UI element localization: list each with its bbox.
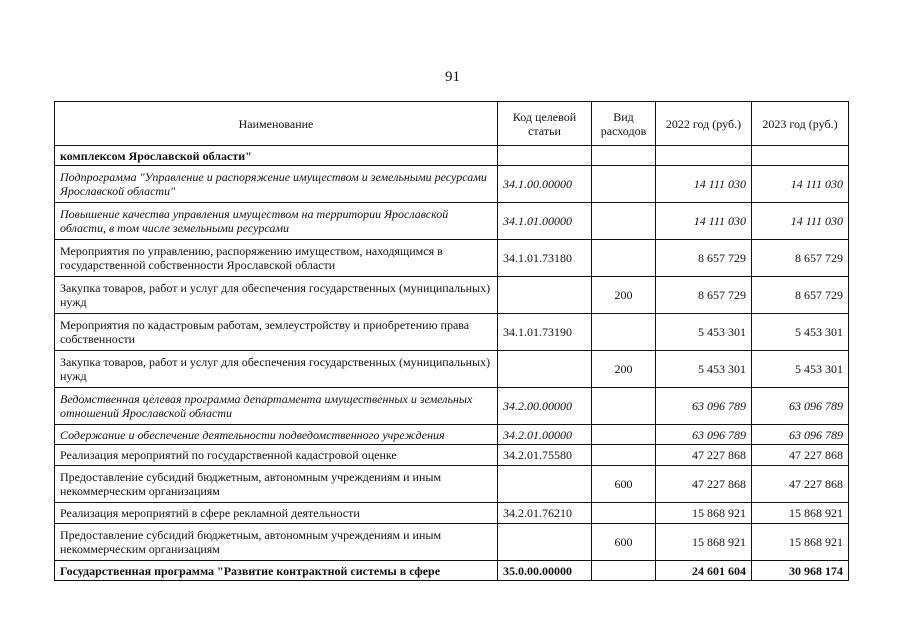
row-name: Мероприятия по управлению, распоряжению имуществом, находящимся в государственной собственности Ярославской области xyxy=(55,240,498,277)
row-name: Государственная программа "Развитие контрактной системы в сфере xyxy=(55,561,498,581)
table-row xyxy=(55,388,849,425)
row-type: 600 xyxy=(592,524,656,561)
row-name: Мероприятия по кадастровым работам, землеустройству и приобретению права собственности xyxy=(55,314,498,351)
row-code: 34.2.01.75580 xyxy=(498,445,592,466)
table-header-row xyxy=(55,102,849,146)
table-row xyxy=(55,503,849,524)
table-row xyxy=(55,466,849,503)
table-row xyxy=(55,314,849,351)
row-code xyxy=(498,351,592,388)
header-code: Код целевой статьи xyxy=(498,102,592,146)
header-2023: 2023 год (руб.) xyxy=(752,102,849,146)
row-2022: 47 227 868 xyxy=(656,445,752,466)
row-name: Закупка товаров, работ и услуг для обеспечения государственных (муниципальных) нужд xyxy=(55,351,498,388)
row-type xyxy=(592,388,656,425)
row-2023: 8 657 729 xyxy=(752,240,849,277)
row-2023: 5 453 301 xyxy=(752,351,849,388)
row-type xyxy=(592,203,656,240)
row-2023: 47 227 868 xyxy=(752,466,849,503)
page-number: 91 xyxy=(445,69,460,85)
row-2023: 63 096 789 xyxy=(752,425,849,445)
row-code: 34.1.01.00000 xyxy=(498,203,592,240)
row-2023: 15 868 921 xyxy=(752,503,849,524)
row-2022: 15 868 921 xyxy=(656,524,752,561)
row-2023: 5 453 301 xyxy=(752,314,849,351)
row-code xyxy=(498,466,592,503)
row-2022: 8 657 729 xyxy=(656,277,752,314)
table-row xyxy=(55,240,849,277)
table-row xyxy=(55,277,849,314)
row-name: комплексом Ярославской области" xyxy=(55,146,498,166)
row-type xyxy=(592,445,656,466)
row-name: Содержание и обеспечение деятельности подведомственного учреждения xyxy=(55,425,498,445)
row-name: Ведомственная целевая программа департамента имущественных и земельных отношений Ярославской области xyxy=(55,388,498,425)
row-code: 34.1.00.00000 xyxy=(498,166,592,203)
table-row xyxy=(55,524,849,561)
row-2022: 14 111 030 xyxy=(656,166,752,203)
row-name: Подпрограмма "Управление и распоряжение имуществом и земельными ресурсами Ярославской области" xyxy=(55,166,498,203)
row-2022 xyxy=(656,146,752,166)
row-code: 34.2.00.00000 xyxy=(498,388,592,425)
row-type xyxy=(592,425,656,445)
header-2022: 2022 год (руб.) xyxy=(656,102,752,146)
row-name: Предоставление субсидий бюджетным, автономным учреждениям и иным некоммерческим организациям xyxy=(55,524,498,561)
row-code xyxy=(498,146,592,166)
row-2023: 47 227 868 xyxy=(752,445,849,466)
table-row xyxy=(55,445,849,466)
row-code: 34.1.01.73190 xyxy=(498,314,592,351)
row-type xyxy=(592,146,656,166)
row-code xyxy=(498,277,592,314)
row-type xyxy=(592,166,656,203)
row-2022: 8 657 729 xyxy=(656,240,752,277)
row-2023: 63 096 789 xyxy=(752,388,849,425)
row-type xyxy=(592,240,656,277)
row-2022: 63 096 789 xyxy=(656,388,752,425)
row-name: Реализация мероприятий в сфере рекламной деятельности xyxy=(55,503,498,524)
row-2023 xyxy=(752,146,849,166)
row-2022: 5 453 301 xyxy=(656,351,752,388)
budget-table xyxy=(54,101,849,581)
row-2022: 14 111 030 xyxy=(656,203,752,240)
row-type: 200 xyxy=(592,277,656,314)
row-code xyxy=(498,524,592,561)
row-2023: 14 111 030 xyxy=(752,166,849,203)
table-row xyxy=(55,351,849,388)
row-code: 34.2.01.00000 xyxy=(498,425,592,445)
row-2022: 24 601 604 xyxy=(656,561,752,581)
row-code: 35.0.00.00000 xyxy=(498,561,592,581)
table-row xyxy=(55,146,849,166)
row-2022: 63 096 789 xyxy=(656,425,752,445)
row-code: 34.2.01.76210 xyxy=(498,503,592,524)
header-type: Вид расходов xyxy=(592,102,656,146)
row-2023: 30 968 174 xyxy=(752,561,849,581)
row-2023: 15 868 921 xyxy=(752,524,849,561)
row-2022: 47 227 868 xyxy=(656,466,752,503)
table-row xyxy=(55,561,849,581)
table-row xyxy=(55,166,849,203)
row-2023: 14 111 030 xyxy=(752,203,849,240)
row-name: Повышение качества управления имуществом на территории Ярославской области, в том числе земельными ресурсами xyxy=(55,203,498,240)
row-2023: 8 657 729 xyxy=(752,277,849,314)
row-2022: 5 453 301 xyxy=(656,314,752,351)
table-row xyxy=(55,425,849,445)
row-code: 34.1.01.73180 xyxy=(498,240,592,277)
row-type xyxy=(592,503,656,524)
row-type: 200 xyxy=(592,351,656,388)
header-name: Наименование xyxy=(55,102,498,146)
row-type: 600 xyxy=(592,466,656,503)
row-type xyxy=(592,561,656,581)
row-name: Реализация мероприятий по государственной кадастровой оценке xyxy=(55,445,498,466)
row-type xyxy=(592,314,656,351)
table-row xyxy=(55,203,849,240)
row-2022: 15 868 921 xyxy=(656,503,752,524)
row-name: Предоставление субсидий бюджетным, автономным учреждениям и иным некоммерческим организациям xyxy=(55,466,498,503)
row-name: Закупка товаров, работ и услуг для обеспечения государственных (муниципальных) нужд xyxy=(55,277,498,314)
